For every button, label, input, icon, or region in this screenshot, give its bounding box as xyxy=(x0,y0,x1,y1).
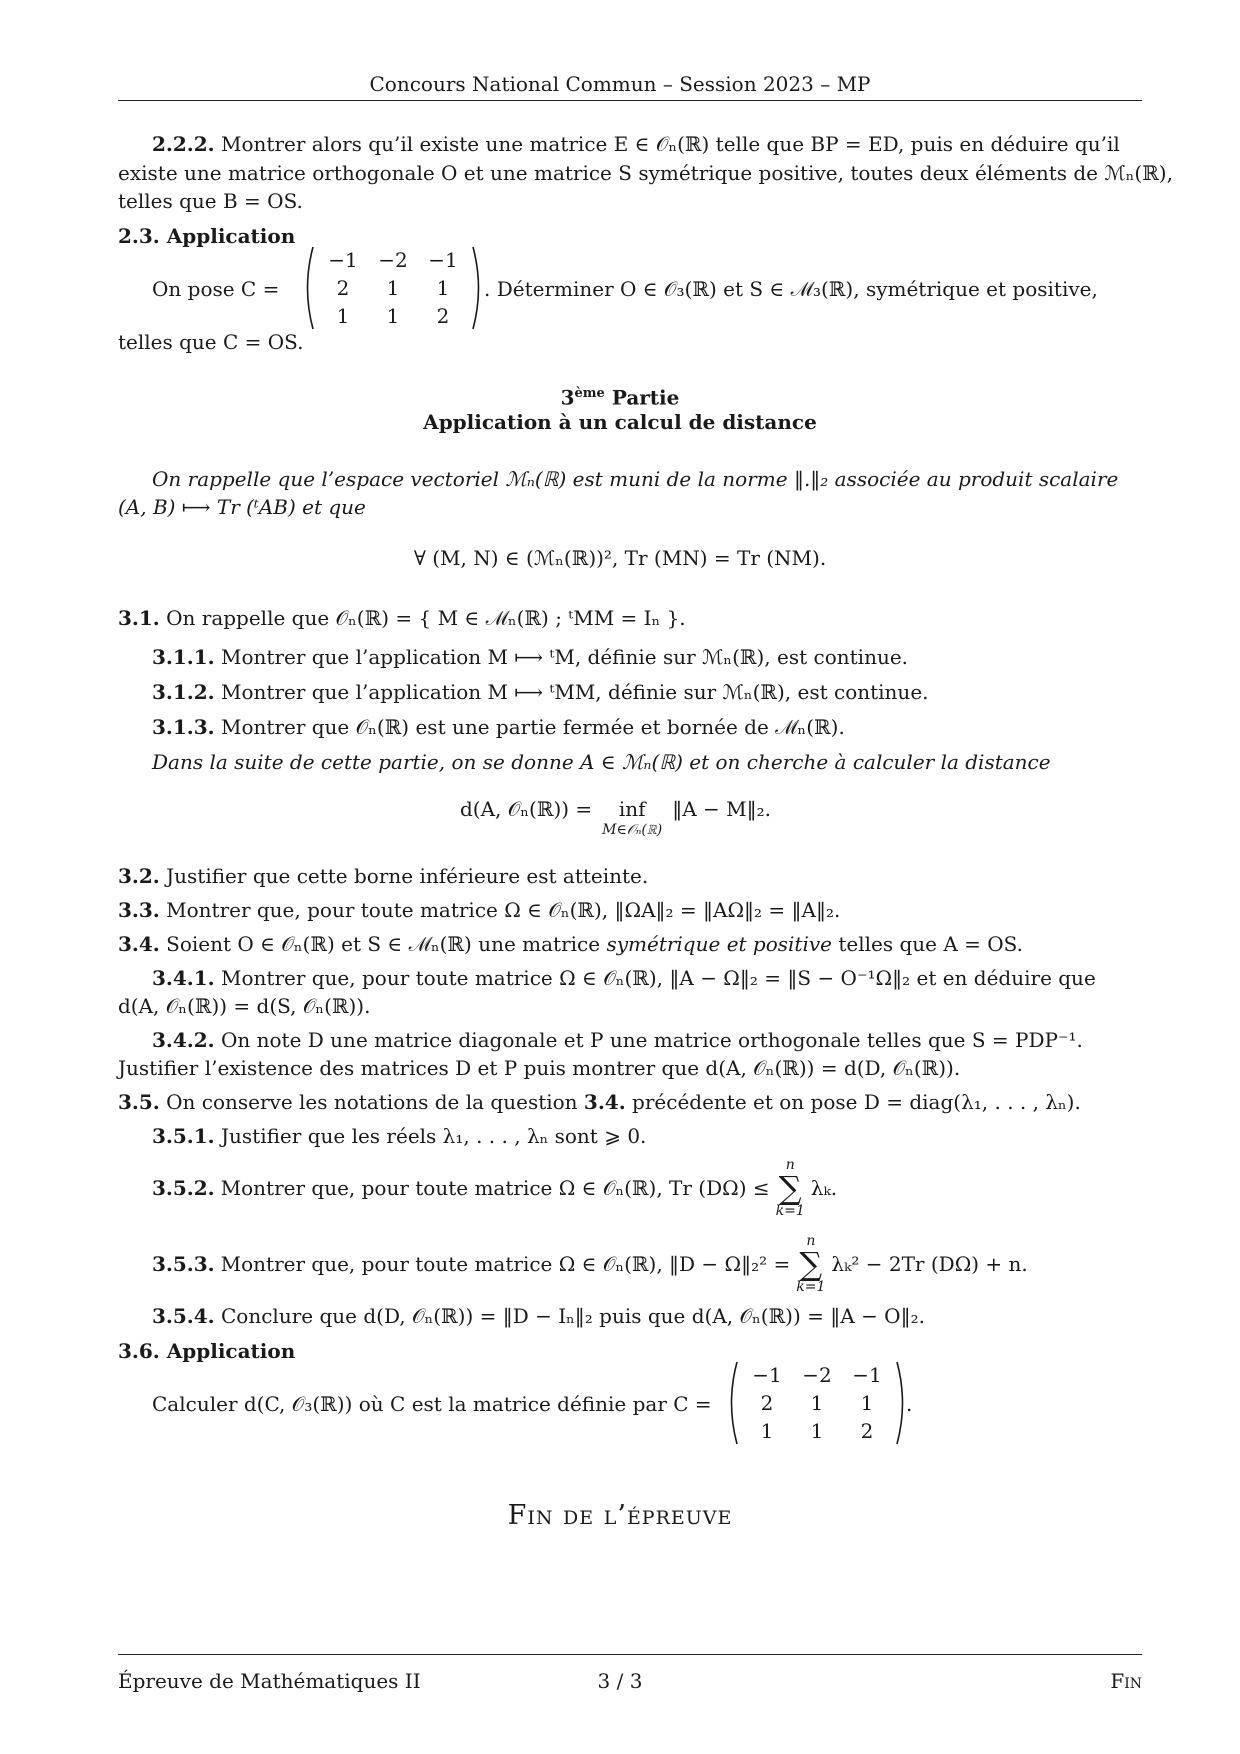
section-number: 2.3. xyxy=(118,224,160,248)
matrix-cell: 1 xyxy=(336,304,350,328)
sigma-icon: ∑ xyxy=(799,1245,823,1283)
sum-upper: n xyxy=(785,1157,795,1173)
question-2-2-2-line2: existe une matrice orthogonale O et une matrice S symétrique positive, toutes deux éléments de ℳₙ(ℝ), xyxy=(118,161,1173,185)
question-2-3-line2: telles que C = OS. xyxy=(118,330,304,354)
matrix-cell: 2 xyxy=(436,304,450,328)
formula-rhs: ‖A − M‖₂. xyxy=(672,797,771,821)
part-3-subtitle: Application à un calcul de distance xyxy=(423,410,817,434)
question-text: Montrer que 𝒪ₙ(ℝ) est une partie fermée et bornée de ℳₙ(ℝ). xyxy=(221,715,845,739)
question-3-5-4 xyxy=(152,1302,925,1330)
question-text: On rappelle que 𝒪ₙ(ℝ) = { M ∈ ℳₙ(ℝ) ; ᵗMM = Iₙ }. xyxy=(166,606,686,630)
question-3-5-1 xyxy=(152,1122,646,1150)
question-text: Montrer alors qu’il existe une matrice E ∈ 𝒪ₙ(ℝ) telle que BP = ED, puis en déduire qu’il xyxy=(221,132,1120,156)
question-text-after: λₖ. xyxy=(810,1176,838,1200)
end-of-exam: Fin de l’épreuve xyxy=(507,1500,733,1531)
question-number: 3.4.1. xyxy=(152,966,215,990)
footer-rule xyxy=(118,1654,1142,1655)
matrix-cell: 2 xyxy=(760,1391,774,1415)
question-3-6-text: Calculer d(C, 𝒪₃(ℝ)) où C est la matrice définie par C = xyxy=(152,1392,712,1416)
left-paren-icon xyxy=(724,1360,740,1446)
question-text-after: λₖ² − 2Tr (DΩ) + n. xyxy=(831,1252,1028,1276)
question-text: telles que A = OS. xyxy=(838,932,1024,956)
question-number: 3.5. xyxy=(118,1090,160,1114)
question-number: 3.5.3. xyxy=(152,1252,215,1276)
section-2-3-heading xyxy=(118,222,295,250)
section-title: Application xyxy=(166,224,296,248)
question-3-5-3 xyxy=(152,1226,1028,1302)
sigma-icon: ∑ xyxy=(778,1169,802,1207)
matrix-cell: 1 xyxy=(760,1419,774,1443)
question-text: On conserve les notations de la question xyxy=(166,1090,578,1114)
footer-page-number: 3 / 3 xyxy=(597,1669,643,1693)
matrix-cell: 1 xyxy=(810,1419,824,1443)
sum-lower: k=1 xyxy=(775,1203,805,1219)
part-word: Partie xyxy=(611,385,680,410)
question-3-6-end: . xyxy=(906,1392,913,1416)
question-number: 3.5.1. xyxy=(152,1124,215,1148)
question-text: Justifier que cette borne inférieure est atteinte. xyxy=(166,864,649,888)
question-2-3-after: . Déterminer O ∈ 𝒪₃(ℝ) et S ∈ ℳ₃(ℝ), symétrique et positive, xyxy=(484,277,1098,301)
inf-label: inf xyxy=(618,797,646,821)
question-number: 3.2. xyxy=(118,864,160,888)
sum-symbol xyxy=(796,1234,825,1294)
question-text: précédente et on pose D = diag(λ₁, . . . , λₙ). xyxy=(632,1090,1081,1114)
question-3-4-1-line2: d(A, 𝒪ₙ(ℝ)) = d(S, 𝒪ₙ(ℝ)). xyxy=(118,994,371,1018)
sum-symbol xyxy=(776,1158,805,1218)
intro-3-line2: (A, B) ⟼ Tr (ᵗAB) et que xyxy=(118,495,366,519)
question-text: Justifier que les réels λ₁, . . . , λₙ sont ⩾ 0. xyxy=(221,1124,647,1148)
question-text: Montrer que, pour toute matrice Ω ∈ 𝒪ₙ(ℝ), ‖D − Ω‖₂² = xyxy=(220,1252,791,1276)
question-3-5-2 xyxy=(152,1150,837,1226)
matrix-cell: 2 xyxy=(860,1419,874,1443)
matrix-cell: −2 xyxy=(802,1363,832,1387)
matrix-grid xyxy=(316,246,470,330)
question-text: Conclure que d(D, 𝒪ₙ(ℝ)) = ‖D − Iₙ‖₂ puis que d(A, 𝒪ₙ(ℝ)) = ‖A − O‖₂. xyxy=(221,1304,925,1328)
question-number: 3.4. xyxy=(118,932,160,956)
section-number: 3.6. xyxy=(118,1339,160,1363)
question-2-3-intro: On pose C = xyxy=(152,277,280,301)
formula-lhs: d(A, 𝒪ₙ(ℝ)) = xyxy=(460,797,593,821)
distance-formula xyxy=(460,795,771,837)
suite-text: Dans la suite de cette partie, on se donne A ∈ ℳₙ(ℝ) et on cherche à calculer la distance xyxy=(152,750,1051,774)
question-3-4 xyxy=(118,930,1023,958)
question-3-1-1 xyxy=(152,643,908,671)
question-3-4-2-line1 xyxy=(152,1026,1083,1054)
question-3-3 xyxy=(118,896,840,924)
question-text: Montrer que l’application M ⟼ ᵗMM, définie sur ℳₙ(ℝ), est continue. xyxy=(221,680,929,704)
question-3-1 xyxy=(118,604,686,632)
question-number: 3.1.3. xyxy=(152,715,215,739)
matrix-cell: 1 xyxy=(436,276,450,300)
sum-upper: n xyxy=(806,1233,816,1249)
intro-3-line1: On rappelle que l’espace vectoriel ℳₙ(ℝ) est muni de la norme ‖.‖₂ associée au produit scalaire xyxy=(152,467,1119,491)
question-3-4-2-line2: Justifier l’existence des matrices D et P puis montrer que d(A, 𝒪ₙ(ℝ)) = d(D, 𝒪ₙ(ℝ)). xyxy=(118,1056,961,1080)
question-number: 3.4.2. xyxy=(152,1028,215,1052)
question-text: Montrer que, pour toute matrice Ω ∈ 𝒪ₙ(ℝ), Tr (DΩ) ≤ xyxy=(220,1176,770,1200)
question-number: 3.5.2. xyxy=(152,1176,215,1200)
footer-right: Fin xyxy=(1110,1669,1142,1693)
question-number: 2.2.2. xyxy=(152,132,215,156)
question-text: Montrer que l’application M ⟼ ᵗM, définie sur ℳₙ(ℝ), est continue. xyxy=(221,645,909,669)
question-number: 3.1. xyxy=(118,606,160,630)
matrix-c-first xyxy=(300,245,486,331)
question-2-2-2-line1 xyxy=(152,130,1120,158)
header-rule xyxy=(118,100,1142,101)
question-text: On note D une matrice diagonale et P une matrice orthogonale telles que S = PDP⁻¹. xyxy=(221,1028,1083,1052)
question-3-2 xyxy=(118,862,648,890)
matrix-cell: 1 xyxy=(860,1391,874,1415)
question-ref: 3.4. xyxy=(583,1090,626,1114)
question-3-4-1-line1 xyxy=(152,964,1096,992)
inf-subscript: M∈𝒪ₙ(ℝ) xyxy=(602,822,663,838)
matrix-cell: −2 xyxy=(378,248,408,272)
left-paren-icon xyxy=(300,245,316,331)
matrix-cell: −1 xyxy=(428,248,458,272)
question-text: Montrer que, pour toute matrice Ω ∈ 𝒪ₙ(ℝ), ‖A − Ω‖₂ = ‖S − O⁻¹Ω‖₂ et en déduire que xyxy=(221,966,1096,990)
question-text: Montrer que, pour toute matrice Ω ∈ 𝒪ₙ(ℝ), ‖ΩA‖₂ = ‖AΩ‖₂ = ‖A‖₂. xyxy=(166,898,841,922)
formula-inf xyxy=(602,795,662,837)
matrix-cell: 1 xyxy=(810,1391,824,1415)
matrix-cell: 1 xyxy=(386,304,400,328)
section-3-6-heading xyxy=(118,1337,295,1365)
question-text-italic: symétrique et positive xyxy=(606,932,832,956)
question-text: Soient O ∈ 𝒪ₙ(ℝ) et S ∈ ℳₙ(ℝ) une matrice xyxy=(166,932,601,956)
section-title: Application xyxy=(166,1339,296,1363)
matrix-cell: −1 xyxy=(852,1363,882,1387)
sum-lower: k=1 xyxy=(796,1279,826,1295)
question-number: 3.5.4. xyxy=(152,1304,215,1328)
question-number: 3.3. xyxy=(118,898,160,922)
question-3-1-2 xyxy=(152,678,929,706)
question-3-1-3 xyxy=(152,713,845,741)
part-3-title xyxy=(0,380,1240,412)
matrix-cell: −1 xyxy=(328,248,358,272)
question-3-5 xyxy=(118,1088,1081,1116)
matrix-cell: 2 xyxy=(336,276,350,300)
matrix-grid xyxy=(740,1361,894,1445)
matrix-cell: 1 xyxy=(386,276,400,300)
question-number: 3.1.2. xyxy=(152,680,215,704)
matrix-c-second xyxy=(724,1360,913,1446)
part-number: 3 xyxy=(560,385,575,410)
part-sup: ème xyxy=(574,386,605,401)
question-number: 3.1.1. xyxy=(152,645,215,669)
question-2-2-2-line3: telles que B = OS. xyxy=(118,189,303,213)
intro-3-formula: ∀ (M, N) ∈ (ℳₙ(ℝ))², Tr (MN) = Tr (NM). xyxy=(413,546,827,570)
page-header: Concours National Commun – Session 2023 – MP xyxy=(369,72,871,96)
footer-left: Épreuve de Mathématiques II xyxy=(118,1669,421,1693)
matrix-cell: −1 xyxy=(752,1363,782,1387)
